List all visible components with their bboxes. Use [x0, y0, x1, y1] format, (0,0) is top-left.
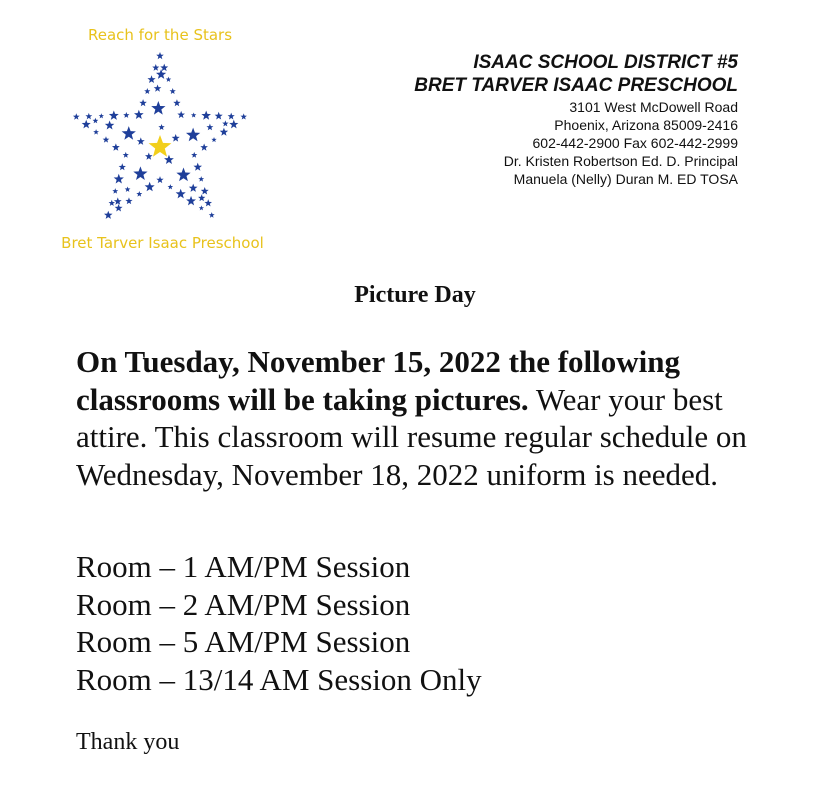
small-star-icon [156, 176, 163, 183]
small-star-icon [105, 120, 114, 129]
small-star-icon [93, 129, 99, 134]
small-star-icon [139, 99, 146, 106]
document-title: Picture Day [354, 282, 476, 308]
small-star-icon [145, 182, 155, 192]
small-star-icon [133, 166, 147, 180]
small-star-icon [160, 64, 168, 72]
small-star-icon [152, 64, 159, 71]
small-star-icon [222, 120, 228, 126]
small-star-icon [151, 101, 165, 115]
small-star-icon [134, 110, 144, 119]
small-star-icon [122, 126, 136, 140]
school-name: BRET TARVER ISAAC PRESCHOOL [414, 75, 738, 96]
small-star-icon [204, 199, 212, 206]
small-star-icon [149, 135, 172, 157]
small-star-icon [112, 188, 118, 194]
announcement-regular-text: Wear your best attire. This classroom will resume regular schedule on Wednesday, November 18, 2022 uniform is needed. [76, 381, 747, 492]
small-star-icon [115, 204, 123, 211]
small-star-icon [173, 99, 180, 106]
school-logo [60, 24, 270, 260]
small-star-icon [93, 118, 99, 124]
tosa-line: Manuela (Nelly) Duran M. ED TOSA [513, 171, 738, 187]
small-star-icon [193, 163, 202, 171]
small-star-icon [109, 200, 115, 206]
announcement-paragraph [76, 343, 776, 493]
small-star-icon [201, 187, 209, 195]
room-item: Room – 5 AM/PM Session [76, 624, 411, 659]
small-star-icon [186, 196, 196, 205]
room-item: Room – 13/14 AM Session Only [76, 661, 482, 697]
address-line: Phoenix, Arizona 85009-2416 [554, 117, 738, 133]
logo-slogan: Reach for the Stars [87, 26, 233, 44]
small-star-icon [154, 84, 162, 91]
small-star-icon [211, 137, 216, 142]
small-star-icon [166, 77, 172, 82]
small-star-icon [73, 113, 80, 119]
small-star-icon [136, 191, 142, 197]
small-star-icon [144, 88, 150, 94]
small-star-icon [176, 189, 186, 199]
small-star-icon [168, 184, 174, 189]
small-star-icon [229, 120, 238, 129]
letterhead [414, 51, 738, 188]
small-star-icon [114, 197, 122, 204]
small-star-icon [114, 174, 124, 184]
small-star-icon [85, 113, 92, 119]
principal-line: Dr. Kristen Robertson Ed. D. Principal [503, 153, 738, 169]
small-star-icon [198, 176, 204, 182]
small-star-icon [189, 184, 198, 192]
small-star-icon [215, 112, 223, 120]
closing-text: Thank you [76, 729, 180, 755]
small-star-icon [158, 124, 164, 130]
small-star-icon [82, 120, 91, 129]
logo-school-name: Bret Tarver Isaac Preschool [61, 234, 264, 252]
small-star-icon [172, 134, 180, 142]
small-star-icon [156, 52, 164, 59]
small-star-icon [176, 168, 190, 182]
small-star-icon [125, 186, 131, 191]
small-star-icon [170, 88, 176, 94]
small-star-icon [199, 205, 204, 210]
small-star-icon [209, 212, 215, 218]
small-star-icon [191, 152, 197, 158]
small-star-icon [156, 69, 166, 79]
small-star-icon [103, 136, 110, 142]
small-star-icon [228, 113, 235, 120]
small-star-icon [112, 143, 120, 150]
room-item: Room – 2 AM/PM Session [76, 586, 411, 622]
small-star-icon [125, 197, 132, 204]
district-name: ISAAC SCHOOL DISTRICT #5 [473, 52, 738, 73]
small-star-icon [119, 163, 126, 170]
small-star-icon [164, 155, 174, 164]
small-star-icon [198, 194, 205, 201]
small-star-icon [200, 143, 208, 150]
small-star-icon [206, 124, 213, 131]
small-star-icon [109, 110, 119, 119]
small-star-icon [123, 152, 129, 158]
address-line: 3101 West McDowell Road [569, 99, 738, 115]
small-star-icon [191, 112, 196, 117]
room-item: Room – 1 AM/PM Session [76, 549, 411, 584]
phone-line: 602-442-2900 Fax 602-442-2999 [532, 135, 738, 151]
small-star-icon [104, 211, 113, 219]
small-star-icon [186, 128, 200, 142]
announcement-bold-text: On Tuesday, November 15, 2022 the following classrooms will be taking pictures. [76, 344, 681, 417]
star-logo-icon [70, 52, 255, 232]
small-star-icon [220, 128, 228, 136]
small-star-icon [99, 113, 104, 118]
small-star-icon [177, 111, 185, 118]
small-star-icon [123, 112, 129, 118]
small-star-icon [145, 153, 153, 160]
room-list [76, 548, 482, 698]
small-star-icon [137, 137, 145, 144]
small-star-icon [240, 113, 246, 119]
small-star-icon [201, 111, 211, 120]
small-star-icon [147, 75, 155, 83]
